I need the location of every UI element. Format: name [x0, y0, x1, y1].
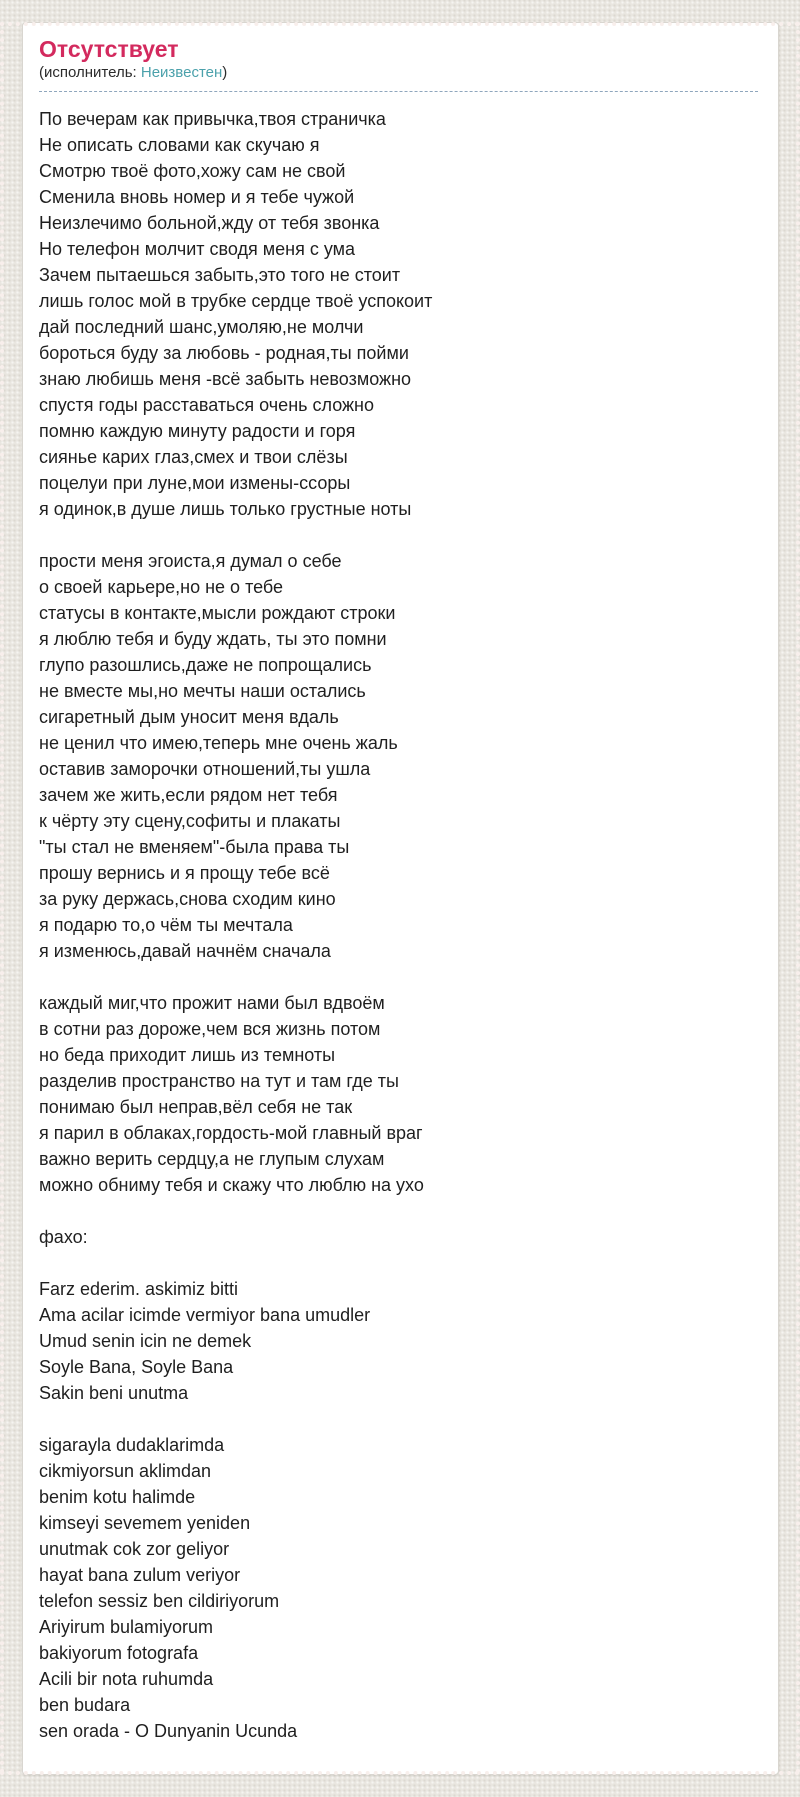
lyrics-card — [22, 22, 779, 1775]
lyric-line: не ценил что имею,теперь мне очень жаль — [39, 733, 398, 753]
lyric-line: спустя годы расставаться очень сложно — [39, 395, 375, 415]
lyric-line: каждый миг,что прожит нами был вдвоём — [39, 993, 385, 1013]
lyric-line: я подарю то,о чём ты мечтала — [39, 915, 293, 935]
lyric-line: я парил в облаках,гордость-мой главный враг — [39, 1123, 423, 1143]
lyric-line: прошу вернись и я прощу тебе всё — [39, 863, 330, 883]
lyric-line: sigarayla dudaklarimda — [39, 1435, 225, 1455]
lyric-line: но беда приходит лишь из темноты — [39, 1045, 336, 1065]
stanza — [39, 1432, 758, 1744]
lyric-line: фахо: — [39, 1227, 88, 1247]
lyric-line: "ты стал не вменяем"-была права ты — [39, 837, 350, 857]
lyric-line: sen orada - O Dunyanin Ucunda — [39, 1721, 298, 1741]
lyric-line: Sakin beni unutma — [39, 1383, 189, 1403]
lyric-line: в сотни раз дороже,чем вся жизнь потом — [39, 1019, 381, 1039]
lyric-line: знаю любишь меня -всё забыть невозможно — [39, 369, 412, 389]
page-title: Отсутствует — [39, 36, 179, 62]
lyric-line: сиянье карих глаз,смех и твои слёзы — [39, 447, 348, 467]
lyric-line: Зачем пытаешься забыть,это того не стоит — [39, 265, 401, 285]
lyric-line: не вместе мы,но мечты наши остались — [39, 681, 366, 701]
lyric-line: бороться буду за любовь - родная,ты пойми — [39, 343, 409, 363]
stanza — [39, 106, 758, 522]
lyric-line: важно верить сердцу,а не глупым слухам — [39, 1149, 385, 1169]
lyric-line: Не описать словами как скучаю я — [39, 135, 320, 155]
lyric-line: зачем же жить,если рядом нет тебя — [39, 785, 338, 805]
lyric-line: прости меня эгоиста,я думал о себе — [39, 551, 342, 571]
stanza — [39, 1224, 758, 1250]
lyric-line: разделив пространство на тут и там где ты — [39, 1071, 399, 1091]
lyric-line: unutmak cok zor geliyor — [39, 1539, 230, 1559]
lyric-line: Umud senin icin ne demek — [39, 1331, 252, 1351]
lyric-line: я изменюсь,давай начнём сначала — [39, 941, 331, 961]
artist-line — [39, 63, 758, 92]
lyric-line: Смотрю твоё фото,хожу сам не свой — [39, 161, 346, 181]
stanza — [39, 990, 758, 1198]
lyric-line: можно обниму тебя и скажу что люблю на ухо — [39, 1175, 424, 1195]
lyric-line: bakiyorum fotografa — [39, 1643, 199, 1663]
lyric-line: статусы в контакте,мысли рождают строки — [39, 603, 396, 623]
lyric-line: я одинок,в душе лишь только грустные ноты — [39, 499, 412, 519]
lyric-line: за руку держась,снова сходим кино — [39, 889, 336, 909]
lyric-line: Farz ederim. askimiz bitti — [39, 1279, 239, 1299]
lyric-line: поцелуи при луне,мои измены-ссоры — [39, 473, 351, 493]
artist-label-prefix: (исполнитель: — [39, 64, 141, 81]
lyric-line: лишь голос мой в трубке сердце твоё успокоит — [39, 291, 433, 311]
lyric-line: Ama acilar icimde vermiyor bana umudler — [39, 1305, 371, 1325]
stanza — [39, 548, 758, 964]
stanza — [39, 1276, 758, 1406]
lyric-line: Acili bir nota ruhumda — [39, 1669, 214, 1689]
lyric-line: kimseyi sevemem yeniden — [39, 1513, 251, 1533]
lyric-line: hayat bana zulum veriyor — [39, 1565, 241, 1585]
lyric-line: cikmiyorsun aklimdan — [39, 1461, 212, 1481]
lyric-line: telefon sessiz ben cildiriyorum — [39, 1591, 280, 1611]
lyric-line: понимаю был неправ,вёл себя не так — [39, 1097, 353, 1117]
artist-label-suffix: ) — [222, 64, 228, 81]
lyric-line: Soyle Bana, Soyle Bana — [39, 1357, 234, 1377]
lyric-line: Ariyirum bulamiyorum — [39, 1617, 214, 1637]
lyric-line: дай последний шанс,умоляю,не молчи — [39, 317, 364, 337]
lyric-line: к чёрту эту сцену,софиты и плакаты — [39, 811, 341, 831]
lyric-line: Но телефон молчит сводя меня с ума — [39, 239, 356, 259]
lyrics-text — [39, 106, 758, 1744]
lyric-line: я люблю тебя и буду ждать, ты это помни — [39, 629, 387, 649]
lyric-line: оставив заморочки отношений,ты ушла — [39, 759, 371, 779]
lyric-line: сигаретный дым уносит меня вдаль — [39, 707, 339, 727]
lyric-line: глупо разошлись,даже не попрощались — [39, 655, 372, 675]
lyric-line: benim kotu halimde — [39, 1487, 196, 1507]
lyric-line: Сменила вновь номер и я тебе чужой — [39, 187, 355, 207]
lyric-line: о своей карьере,но не о тебе — [39, 577, 284, 597]
lyric-line: Неизлечимо больной,жду от тебя звонка — [39, 213, 380, 233]
lyric-line: По вечерам как привычка,твоя страничка — [39, 109, 386, 129]
lyric-line: помню каждую минуту радости и горя — [39, 421, 356, 441]
lyric-line: ben budara — [39, 1695, 131, 1715]
artist-link[interactable]: Неизвестен — [140, 64, 223, 81]
